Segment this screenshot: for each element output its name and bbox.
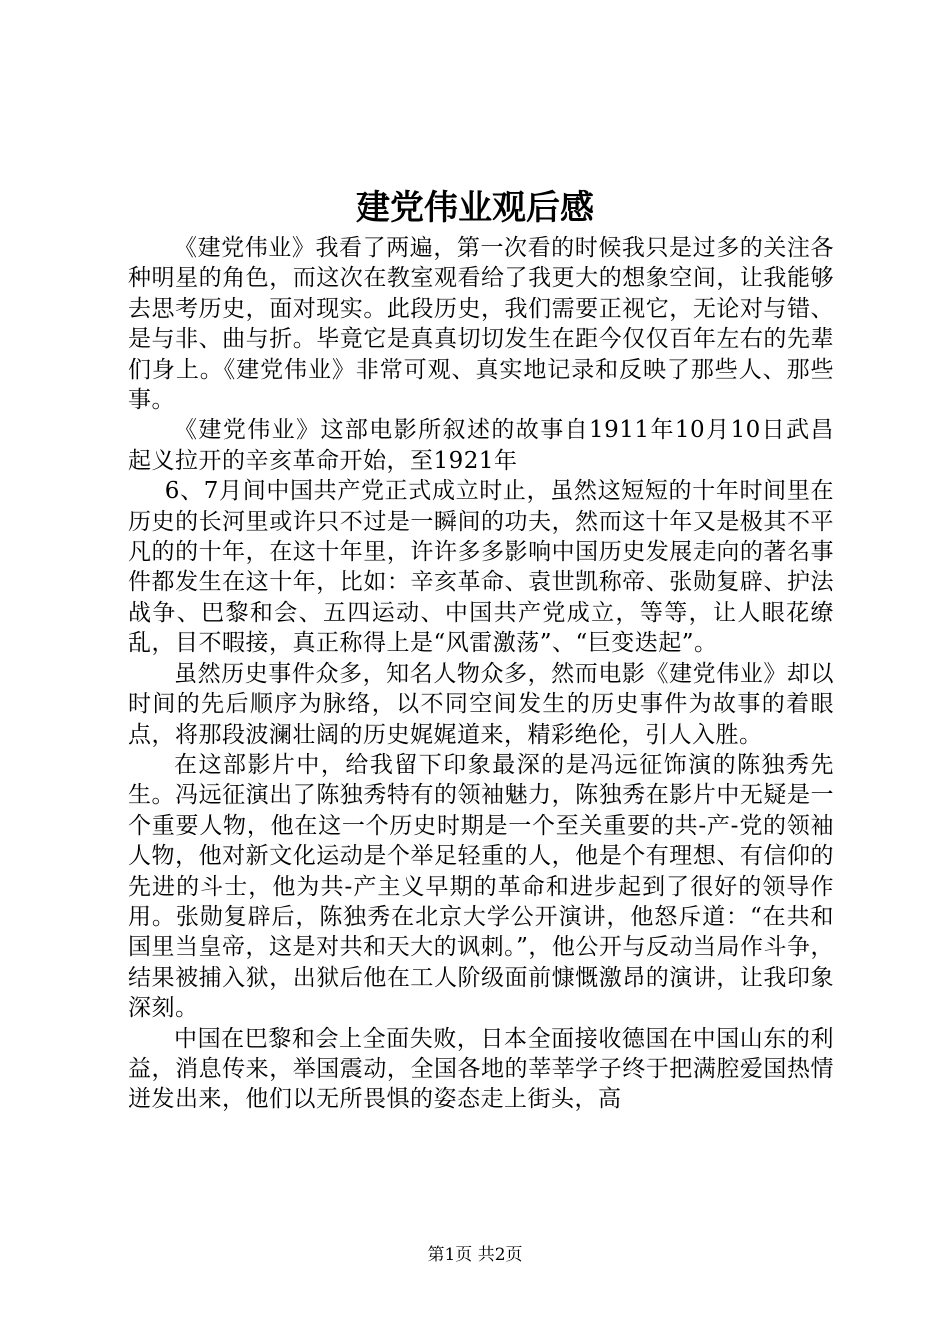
- paragraph-2: 《建党伟业》这部电影所叙述的故事自1911年10月10日武昌起义拉开的辛亥革命开始，至1921年: [128, 417, 834, 474]
- paragraph-6: 中国在巴黎和会上全面失败，日本全面接收德国在中国山东的利益，消息传来，举国震动，全国各地的莘莘学子终于把满腔爱国热情迸发出来，他们以无所畏惧的姿态走上街头，高: [128, 1025, 834, 1113]
- paragraph-4: 虽然历史事件众多，知名人物众多，然而电影《建党伟业》却以时间的先后顺序为脉络，以不同空间发生的历史事件为故事的着眼点，将那段波澜壮阔的历史娓娓道来，精彩绝伦，引人入胜。: [128, 660, 834, 748]
- page-number-footer: 第1页 共2页: [427, 1245, 523, 1265]
- paragraph-5: 在这部影片中，给我留下印象最深的是冯远征饰演的陈独秀先生。冯远征演出了陈独秀特有的领袖魅力，陈独秀在影片中无疑是一个重要人物，他在这一个历史时期是一个至关重要的共-产-党的领袖人物，他对新文化运动是个举足轻重的人，他是个有理想、有信仰的先进的斗士，他为共-产主义早期的革命和进步起到了很好的领导作用。张勋复辟后，陈独秀在北京大学公开演讲，他怒斥道：“在共和国里当皇帝，这是对共和天大的讽刺。”，他公开与反动当局作斗争，结果被捕入狱，出狱后他在工人阶级面前慷慨激昂的演讲，让我印象深刻。: [128, 751, 834, 1022]
- paragraph-3: 6、7月间中国共产党正式成立时止，虽然这短短的十年时间里在历史的长河里或许只不过是一瞬间的功夫，然而这十年又是极其不平凡的的十年，在这十年里，许许多多影响中国历史发展走向的著名事件都发生在这十年，比如：辛亥革命、袁世凯称帝、张勋复辟、护法战争、巴黎和会、五四运动、中国共产党成立，等等，让人眼花缭乱，目不暇接，真正称得上是“风雷激荡”、“巨变迭起”。: [128, 478, 834, 657]
- paragraph-1: 《建党伟业》我看了两遍，第一次看的时候我只是过多的关注各种明星的角色，而这次在教室观看给了我更大的想象空间，让我能够去思考历史，面对现实。此段历史，我们需要正视它，无论对与错、是与非、曲与折。毕竟它是真真切切发生在距今仅仅百年左右的先辈们身上。《建党伟业》非常可观、真实地记录和反映了那些人、那些事。: [128, 235, 834, 414]
- document-body: [128, 233, 834, 1115]
- document-title: 建党伟业观后感: [356, 188, 594, 228]
